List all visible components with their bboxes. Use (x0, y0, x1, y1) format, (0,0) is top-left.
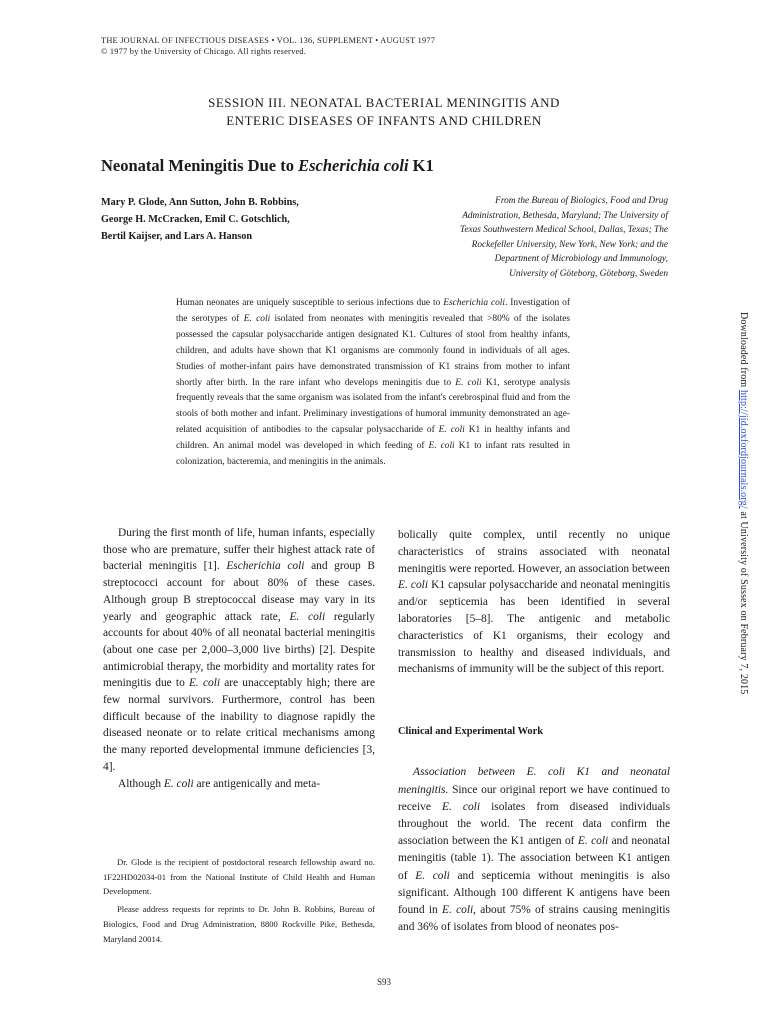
title-suffix: K1 (408, 156, 434, 175)
footnotes (103, 855, 375, 949)
affiliation-line: Texas Southwestern Medical School, Dallas, Texas; The (460, 225, 668, 236)
subsection-title: Association between E. coli K1 and neonatal meningitis. (398, 766, 670, 796)
title-prefix: Neonatal Meningitis Due to (101, 156, 299, 175)
body-paragraph: Although E. coli are antigenically and meta- (118, 777, 321, 790)
journal-header (101, 35, 435, 57)
author-line: Mary P. Glode, Ann Sutton, John B. Robbins, (101, 197, 299, 208)
body-column-left (103, 525, 375, 792)
page-number: S93 (376, 977, 391, 987)
abstract: Human neonates are uniquely susceptible to serious infections due to Escherichia coli. Investigation of the serotypes of E. coli isolated from neonates with meningitis revealed that >80% of the isolates possessed the capsular polysaccharide antigen designated K1. Cultures of stool from healthy infants, children, and adults have shown that K1 organisms are commonly found in individuals of all ages. Studies of mother-infant pairs have demonstrated transmission of K1 strains from mother to infant shortly after birth. In the rare infant who develops meningitis due to E. coli K1, serotype analysis frequently reveals that the same organism was isolated from the infant's cerebrospinal fluid and from the stools of both mother and infant. Preliminary investigations of humoral immunity demonstrated an age-related acquisition of antibodies to the capsular polysaccharide of E. coli K1 in healthy infants and children. An animal model was developed in which feeding of E. coli K1 to infant rats resulted in colonization, bacteremia, and meningitis in the animals. (176, 298, 570, 468)
funding-footnote: Dr. Glode is the recipient of postdoctoral research fellowship award no. 1F22HD02034-01 from the National Institute of Child Health and Human Development. (103, 857, 375, 897)
affiliation-line: From the Bureau of Biologics, Food and Drug (495, 196, 668, 206)
copyright-line: © 1977 by the University of Chicago. All rights reserved. (101, 47, 307, 56)
affiliation-line: Administration, Bethesda, Maryland; The University of (462, 210, 668, 221)
journal-info-line: THE JOURNAL OF INFECTIOUS DISEASES • VOL. 136, SUPPLEMENT • AUGUST 1977 (101, 36, 436, 45)
reprint-footnote: Please address requests for reprints to Dr. John B. Robbins, Bureau of Biologics, Food and Drug Administration, 8800 Rockville Pike, Bethesda, Maryland 20014. (103, 904, 375, 944)
session-title-line-2: ENTERIC DISEASES OF INFANTS AND CHILDREN (226, 113, 542, 128)
affiliation-line: University of Göteborg, Göteborg, Sweden (509, 268, 668, 279)
body-column-right (398, 527, 670, 678)
journal-link[interactable]: http://jid.oxfordjournals.org/ (738, 389, 749, 509)
title-organism: Escherichia coli (298, 156, 409, 175)
session-title-line-1: SESSION III. NEONATAL BACTERIAL MENINGITIS AND (208, 95, 560, 110)
author-line: Bertil Kaijser, and Lars A. Hanson (101, 231, 253, 242)
author-list (101, 194, 299, 245)
author-line: George H. McCracken, Emil C. Gotschlich, (101, 214, 290, 225)
session-title (0, 94, 768, 130)
affiliation-line: Department of Microbiology and Immunology, (494, 254, 668, 265)
body-paragraph: During the first month of life, human infants, especially those who are premature, suffer their highest attack rate of bacterial meningitis [1]. Escherichia coli and group B streptococci account for about 80% of these cases. Although group B streptococcal disease may vary in its yearly and geographic attack rate, E. coli regularly accounts for about 40% of all neonatal bacterial meningitis (about one case per 2,000–3,000 live births) [2]. Despite antimicrobial therapy, the morbidity and mortality rates for meningitis due to E. coli are unacceptably high; there are few normal survivors. Furthermore, control has been difficult because of the inability to diagnose rapidly the diseased neonate or to relate critical mechanisms among the many reported developmental immune deficiencies [3, 4]. (103, 527, 376, 773)
article-title (101, 156, 434, 176)
affiliation-line: Rockefeller University, New York, New York; and the (471, 239, 668, 250)
affiliation (368, 194, 668, 282)
body-paragraph: bolically quite complex, until recently no unique characteristics of strains associated with neonatal meningitis were reported. However, an association between E. coli K1 capsular polysaccharide and neonatal meningitis and/or septicemia has been identified in several laboratories [5–8]. The antigenic and metabolic characteristics of K1 organisms, their ecology and transmission to healthy and diseased individuals, and mechanisms of immunity will be the subject of this report. (398, 529, 671, 676)
body-paragraph: Association between E. coli K1 and neonatal meningitis. Since our original report we have continued to receive E. coli isolates from diseased individuals throughout the world. The recent data confirm the association between the K1 antigen of E. coli and neonatal meningitis (table 1). The association between K1 antigen of E. coli and septicemia without meningitis is also significant. Although 100 different K antigens have been found in E. coli, about 75% of strains causing meningitis and 36% of isolates from blood of neonates pos- (398, 766, 671, 934)
section-heading: Clinical and Experimental Work (398, 726, 544, 737)
download-watermark: Downloaded from http://jid.oxfordjournals.org/ at University of Sussex on February 7, 2015 (738, 312, 749, 695)
body-column-right-continued (398, 753, 670, 948)
